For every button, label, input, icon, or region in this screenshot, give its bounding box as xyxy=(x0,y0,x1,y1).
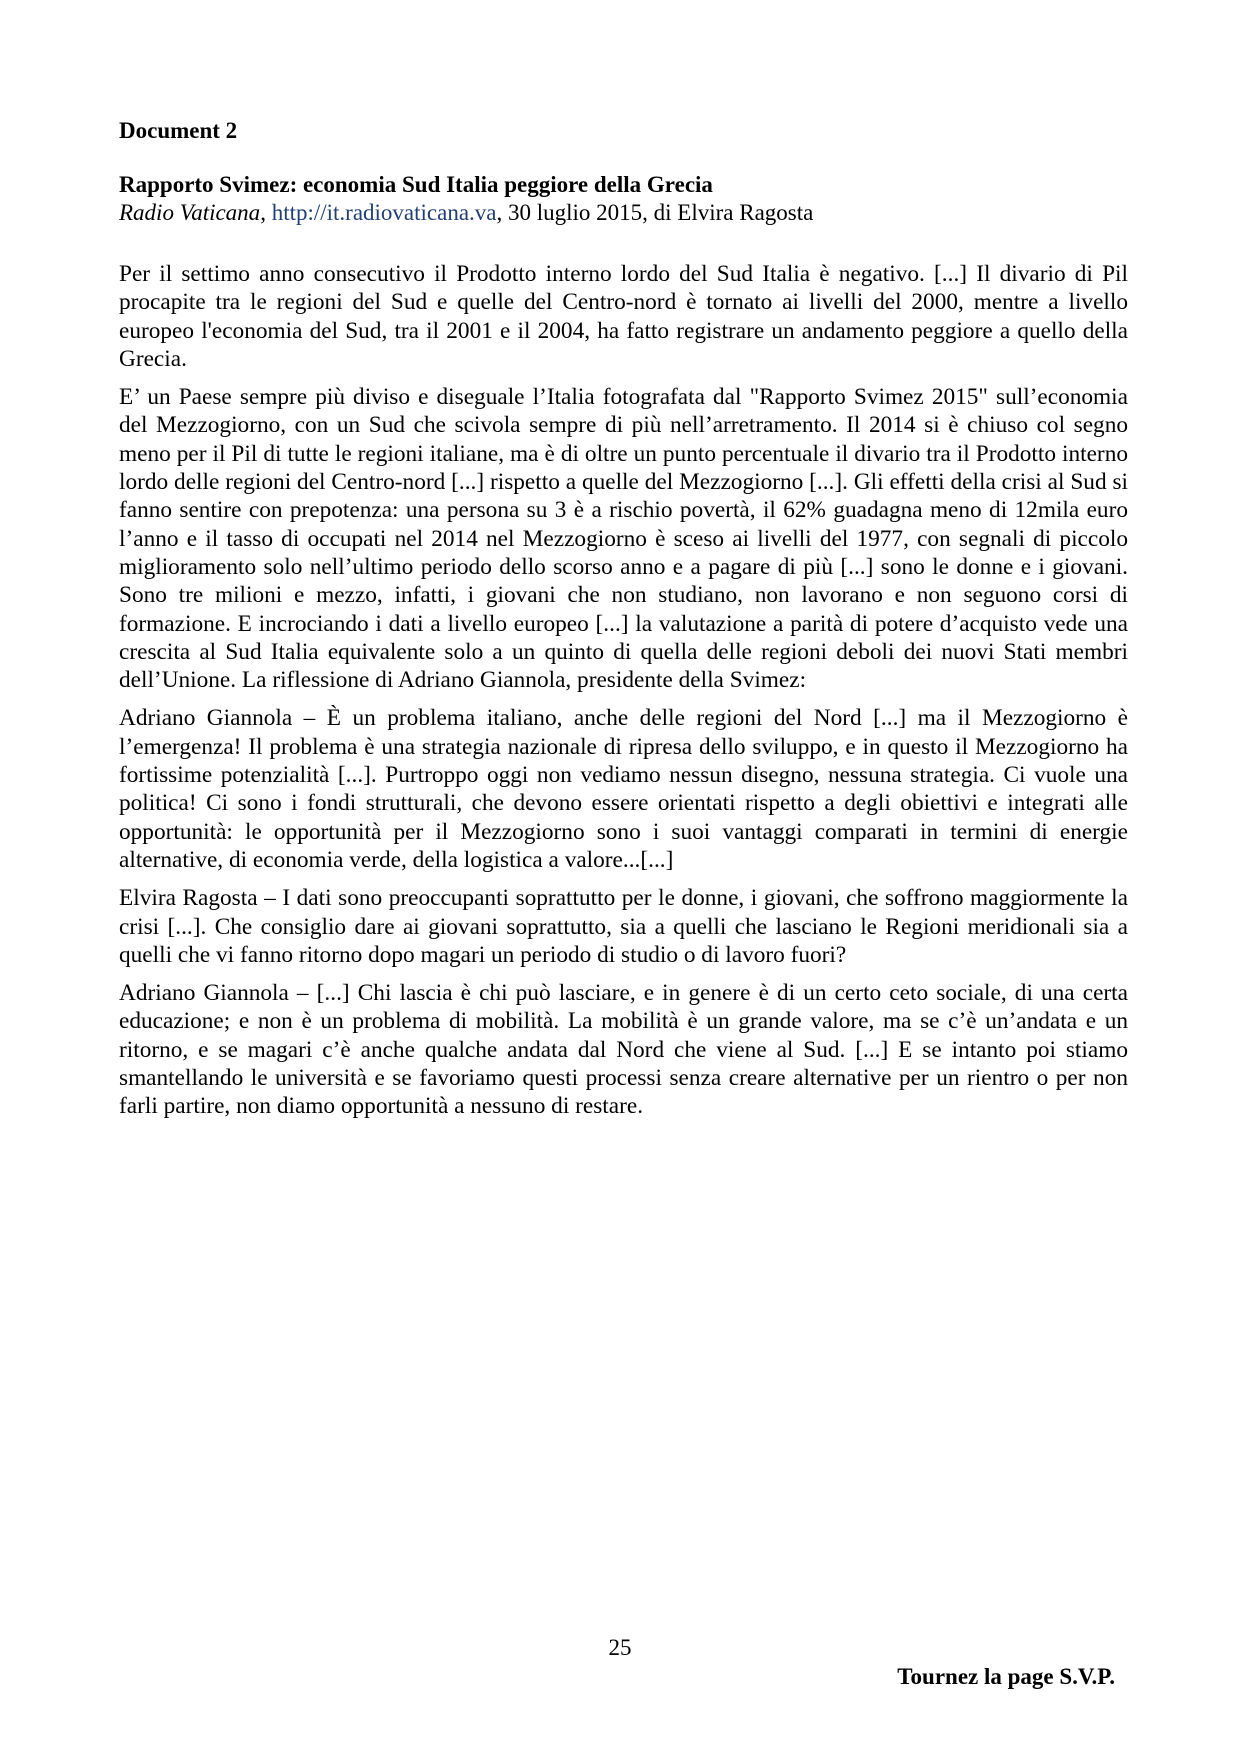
source-date-author: , 30 luglio 2015, di Elvira Ragosta xyxy=(496,200,814,225)
document-body xyxy=(119,117,1128,1131)
paragraph-3: Adriano Giannola – È un problema italiano, anche delle regioni del Nord [...] ma il Mezzogiorno è l’emergenza! Il problema è una strategia nazionale di ripresa dello sviluppo, e in questo il Mezzogiorno ha fortissime potenzialità [...]. Purtroppo oggi non vediamo nessun disegno, nessuna strategia. Ci vuole una politica! Ci sono i fondi strutturali, che devono essere orientati rispetto a degli obiettivi e integrati alle opportunità: le opportunità per il Mezzogiorno sono i suoi vantaggi comparati in termini di energie alternative, di economia verde, della logistica a valore...[...] xyxy=(119,705,1128,873)
paragraph-4: Elvira Ragosta – I dati sono preoccupanti soprattutto per le donne, i giovani, che soffrono maggiormente la crisi [...]. Che consiglio dare ai giovani soprattutto, sia a quelli che lasciano le Regioni meridionali sia a quelli che vi fanno ritorno dopo magari un periodo di studio o di lavoro fuori? xyxy=(119,885,1128,968)
turn-page-note: Tournez la page S.V.P. xyxy=(897,1664,1115,1689)
document-label: Document 2 xyxy=(119,118,238,143)
source-name: Radio Vaticana xyxy=(119,200,261,225)
article-title: Rapporto Svimez: economia Sud Italia peggiore della Grecia xyxy=(119,172,713,197)
source-url-link[interactable]: http://it.radiovaticana.va xyxy=(271,200,497,225)
paragraph-2: E’ un Paese sempre più diviso e diseguale l’Italia fotografata dal "Rapporto Svimez 2015" sull’economia del Mezzogiorno, con un Sud che scivola sempre di più nell’arretramento. Il 2014 si è chiuso col segno meno per il Pil di tutte le regioni italiane, ma è di oltre un punto percentuale il divario tra il Prodotto interno lordo delle regioni del Centro-nord [...] rispetto a quelle del Mezzogiorno [...]. Gli effetti della crisi al Sud si fanno sentire con prepotenza: una persona su 3 è a rischio povertà, il 62% guadagna meno di 12mila euro l’anno e il tasso di occupati nel 2014 nel Mezzogiorno è sceso ai livelli del 1977, con segnali di piccolo miglioramento solo nell’ultimo periodo dello scorso anno e a pagare di più [...] sono le donne e i giovani. Sono tre milioni e mezzo, infatti, i giovani che non studiano, non lavorano e non seguono corsi di formazione. E incrociando i dati a livello europeo [...] la valutazione a parità di potere d’acquisto vede una crescita al Sud Italia equivalente solo a un quinto di quella delle regioni deboli dei nuovi Stati membri dell’Unione. La riflessione di Adriano Giannola, presidente della Svimez: xyxy=(119,384,1128,694)
page-number: 25 xyxy=(608,1635,632,1660)
source-separator: , xyxy=(260,200,272,225)
paragraph-1: Per il settimo anno consecutivo il Prodotto interno lordo del Sud Italia è negativo. [...] Il divario di Pil procapite tra le regioni del Sud e quelle del Centro-nord è tornato ai livelli del 2000, mentre a livello europeo l'economia del Sud, tra il 2001 e il 2004, ha fatto registrare un andamento peggiore a quello della Grecia. xyxy=(119,261,1128,372)
paragraph-5: Adriano Giannola – [...] Chi lascia è chi può lasciare, e in genere è di un certo ceto sociale, di una certa educazione; e non è un problema di mobilità. La mobilità è un grande valore, ma se c’è un’andata e un ritorno, e se magari c’è anche qualche andata dal Nord che viene al Sud. [...] E se intanto poi stiamo smantellando le università e se favoriamo questi processi senza creare alternative per un rientro o per non farli partire, non diamo opportunità a nessuno di restare. xyxy=(119,980,1128,1120)
source-line xyxy=(119,199,1128,227)
